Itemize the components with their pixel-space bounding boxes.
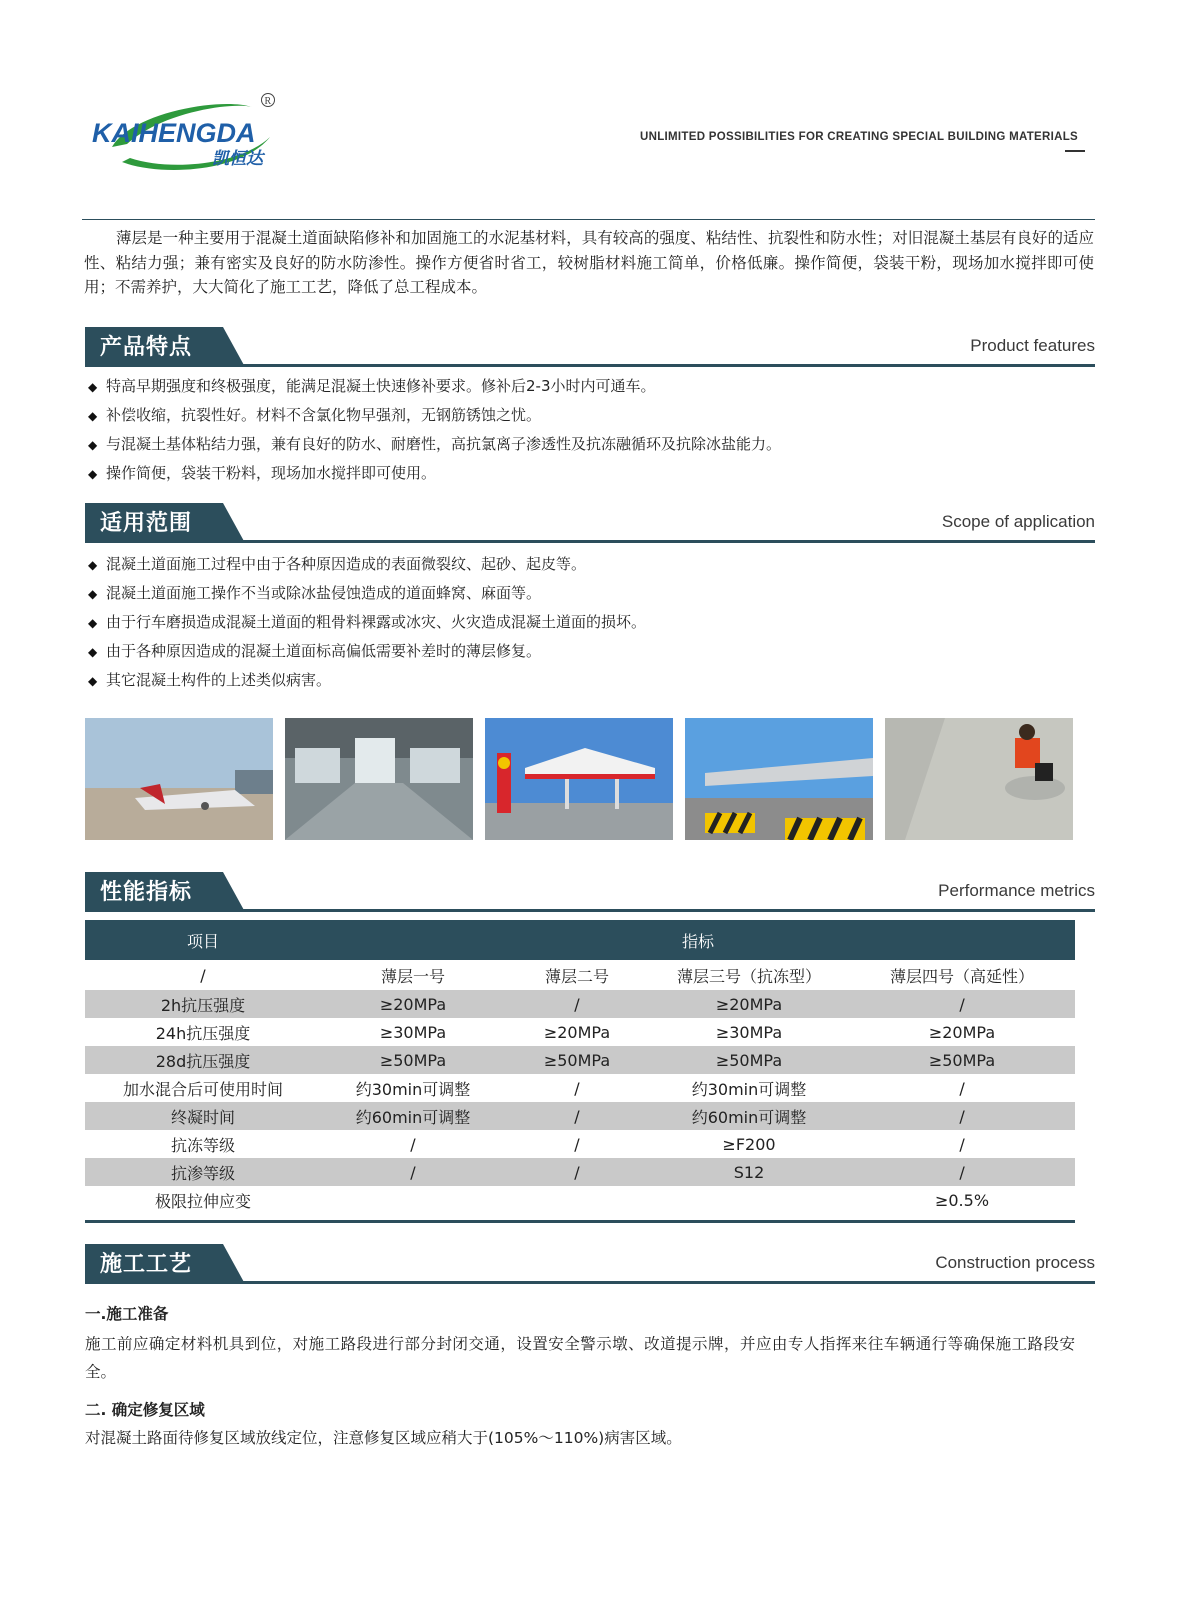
table-row bbox=[85, 1018, 1075, 1046]
photo-worker-applying bbox=[885, 718, 1073, 840]
photo-gas-station bbox=[485, 718, 673, 840]
section-title-en: Performance metrics bbox=[938, 881, 1095, 900]
table-cell: 加水混合后可使用时间 bbox=[122, 1079, 283, 1099]
list-item: ◆ 操作简便，袋装干粉料，现场加水搅拌即可使用。 bbox=[88, 459, 1088, 488]
tagline: UNLIMITED POSSIBILITIES FOR CREATING SPECIAL BUILDING MATERIALS bbox=[640, 131, 1079, 143]
table-cell: 极限拉伸应变 bbox=[154, 1191, 251, 1211]
diamond-bullet-icon: ◆ bbox=[88, 616, 98, 630]
table-cell: ≥F200 bbox=[722, 1134, 776, 1154]
table-cell: ≥20MPa bbox=[543, 1022, 611, 1042]
table-cell: / bbox=[574, 1078, 580, 1098]
performance-table bbox=[85, 920, 1075, 1214]
step1-text: 施工前应确定材料机具到位，对施工路段进行部分封闭交通，设置安全警示墩、改道提示牌，并应由专人指挥来往车辆通行等确保施工路段安全。 bbox=[85, 1335, 1075, 1381]
table-cell: ≥20MPa bbox=[928, 1022, 996, 1042]
table-cell: / bbox=[849, 990, 1075, 1018]
list-item: ◆ 混凝土道面施工过程中由于各种原因造成的表面微裂纹、起砂、起皮等。 bbox=[88, 550, 1088, 579]
list-item: ◆ 由于各种原因造成的混凝土道面标高偏低需要补差时的薄层修复。 bbox=[88, 637, 1088, 666]
table-cell: / bbox=[959, 1078, 965, 1098]
section-title: 性能指标 bbox=[100, 880, 193, 905]
table-cell: 约30min可调整 bbox=[355, 1079, 471, 1099]
table-bottom-rule bbox=[85, 1220, 1075, 1223]
table-cell: S12 bbox=[649, 1158, 849, 1186]
section-header-process bbox=[85, 1244, 1095, 1284]
table-cell: 薄层一号 bbox=[380, 966, 445, 986]
table-row bbox=[85, 1074, 1075, 1102]
table-cell: 抗冻等级 bbox=[170, 1135, 235, 1155]
section-title: 产品特点 bbox=[100, 335, 193, 360]
table-row bbox=[85, 1102, 1075, 1130]
section-title: 适用范围 bbox=[100, 511, 193, 536]
table-row bbox=[85, 1046, 1075, 1074]
list-item: ◆ 由于行车磨损造成混凝土道面的粗骨料裸露或冰灾、火灾造成混凝土道面的损坏。 bbox=[88, 608, 1088, 637]
table-cell: ≥20MPa bbox=[649, 990, 849, 1018]
table-cell: 24h抗压强度 bbox=[155, 1023, 251, 1043]
diamond-bullet-icon: ◆ bbox=[88, 438, 98, 452]
section-rule bbox=[85, 909, 1095, 912]
table-cell: / bbox=[849, 1102, 1075, 1130]
table-cell: 2h抗压强度 bbox=[85, 990, 321, 1018]
table-cell: 薄层四号（高延性） bbox=[890, 966, 1035, 986]
table-row bbox=[85, 1130, 1075, 1158]
table-cell: / bbox=[505, 1158, 649, 1186]
table-cell bbox=[505, 1186, 649, 1214]
table-header-item: 项目 bbox=[85, 920, 321, 960]
table-cell: 28d抗压强度 bbox=[85, 1046, 321, 1074]
registered-mark: R bbox=[264, 96, 272, 107]
diamond-bullet-icon: ◆ bbox=[88, 587, 98, 601]
photo-warehouse-floor bbox=[285, 718, 473, 840]
list-item: ◆ 其它混凝土构件的上述类似病害。 bbox=[88, 666, 1088, 695]
section-rule bbox=[85, 364, 1095, 367]
photo-toll-station bbox=[685, 718, 873, 840]
table-cell: / bbox=[200, 965, 206, 985]
table-cell: / bbox=[410, 1134, 416, 1154]
table-cell: ≥30MPa bbox=[715, 1022, 783, 1042]
section-title: 施工工艺 bbox=[100, 1252, 193, 1277]
section-title-en: Product features bbox=[970, 336, 1095, 355]
section-header-performance bbox=[85, 872, 1095, 912]
table-cell: 终凝时间 bbox=[85, 1102, 321, 1130]
table-cell: 约60min可调整 bbox=[649, 1102, 849, 1130]
brand-cn: 凯恒达 bbox=[212, 149, 263, 169]
features-list bbox=[88, 372, 1088, 488]
table-cell: ≥50MPa bbox=[505, 1046, 649, 1074]
diamond-bullet-icon: ◆ bbox=[88, 380, 98, 394]
list-item: ◆ 混凝土道面施工操作不当或除冰盐侵蚀造成的道面蜂窝、麻面等。 bbox=[88, 579, 1088, 608]
section-title-en: Scope of application bbox=[941, 512, 1095, 531]
section-header-features bbox=[85, 327, 1095, 367]
table-cell: ≥20MPa bbox=[321, 990, 505, 1018]
diamond-bullet-icon: ◆ bbox=[88, 674, 98, 688]
table-cell: / bbox=[849, 1158, 1075, 1186]
section-title-en: Construction process bbox=[935, 1253, 1095, 1272]
step1-title: 一.施工准备 bbox=[85, 1305, 169, 1323]
intro-paragraph: 薄层是一种主要用于混凝土道面缺陷修补和加固施工的水泥基材料，具有较高的强度、粘结性、抗裂性和防水性；对旧混凝土基层有良好的适应性、粘结力强；兼有密实及良好的防水防渗性。操作方便省时省工，较树脂材料施工简单，价格低廉。操作简便，袋装干粉，现场加水搅拌即可使用；不需养护，大大简化了施工工艺，降低了总工程成本。 bbox=[84, 229, 1094, 296]
step2-title: 二. 确定修复区域 bbox=[85, 1401, 205, 1419]
table-row bbox=[85, 990, 1075, 1018]
table-cell: / bbox=[505, 990, 649, 1018]
table-cell: / bbox=[574, 1134, 580, 1154]
section-rule bbox=[85, 540, 1095, 543]
table-cell: ≥50MPa bbox=[849, 1046, 1075, 1074]
brand-logo bbox=[92, 92, 292, 182]
table-cell: ≥50MPa bbox=[321, 1046, 505, 1074]
table-row bbox=[85, 1186, 1075, 1214]
list-item: ◆ 与混凝土基体粘结力强，兼有良好的防水、耐磨性，高抗氯离子渗透性及抗冻融循环及抗除冰盐能力。 bbox=[88, 430, 1088, 459]
table-header-row bbox=[85, 920, 1075, 960]
table-cell: 约30min可调整 bbox=[691, 1079, 807, 1099]
diamond-bullet-icon: ◆ bbox=[88, 409, 98, 423]
table-cell bbox=[321, 1186, 505, 1214]
diamond-bullet-icon: ◆ bbox=[88, 467, 98, 481]
section-rule bbox=[85, 1281, 1095, 1284]
table-cell: 约60min可调整 bbox=[321, 1102, 505, 1130]
table-cell: / bbox=[505, 1102, 649, 1130]
table-header-index: 指标 bbox=[321, 920, 1075, 960]
list-item: ◆ 特高早期强度和终极强度，能满足混凝土快速修补要求。修补后2-3小时内可通车。 bbox=[88, 372, 1088, 401]
logo-swoosh-icon bbox=[92, 92, 292, 182]
table-cell: / bbox=[321, 1158, 505, 1186]
table-cell: 抗渗等级 bbox=[85, 1158, 321, 1186]
table-row bbox=[85, 1158, 1075, 1186]
brand-en: KAIHENGDA bbox=[92, 118, 256, 148]
table-cell: ≥50MPa bbox=[649, 1046, 849, 1074]
tagline-underline bbox=[1065, 150, 1085, 152]
section-header-scope bbox=[85, 503, 1095, 543]
list-item: ◆ 补偿收缩，抗裂性好。材料不含氯化物早强剂，无钢筋锈蚀之忧。 bbox=[88, 401, 1088, 430]
diamond-bullet-icon: ◆ bbox=[88, 645, 98, 659]
header-divider bbox=[82, 219, 1095, 220]
table-cell: 薄层三号（抗冻型） bbox=[676, 966, 821, 986]
table-cell: ≥30MPa bbox=[379, 1022, 447, 1042]
step2-text: 对混凝土路面待修复区域放线定位，注意修复区域应稍大于(105%～110%)病害区域。 bbox=[85, 1429, 682, 1447]
table-subheader-row bbox=[85, 960, 1075, 990]
scope-list bbox=[88, 550, 1088, 695]
table-cell: 薄层二号 bbox=[544, 966, 609, 986]
table-cell: / bbox=[959, 1134, 965, 1154]
table-cell: ≥0.5% bbox=[934, 1190, 990, 1210]
diamond-bullet-icon: ◆ bbox=[88, 558, 98, 572]
photo-airport-apron bbox=[85, 718, 273, 840]
table-cell bbox=[649, 1186, 849, 1214]
